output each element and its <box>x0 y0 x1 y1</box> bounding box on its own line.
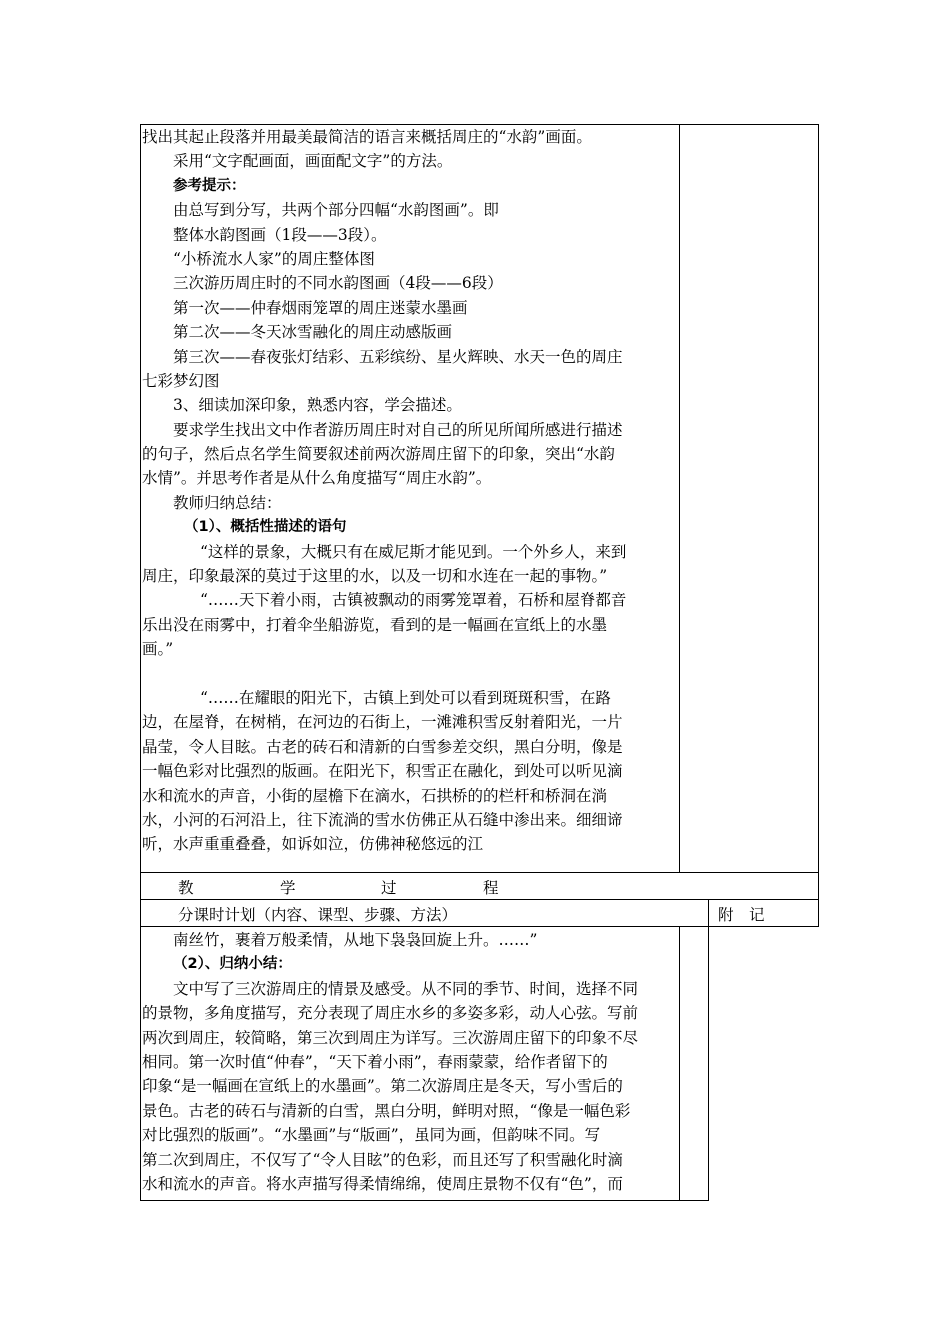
text-line: 采用“文字配画面，画面配文字”的方法。 <box>173 152 453 171</box>
text-line: 第三次——春夜张灯结彩、五彩缤纷、星火辉映、水天一色的周庄 <box>173 347 623 366</box>
text-line: 文中写了三次游周庄的情景及感受。从不同的季节、时间，选择不同 <box>173 979 639 998</box>
text-line: 画。” <box>142 640 174 659</box>
notes-header-label: 附 记 <box>718 906 765 924</box>
text-line: 整体水韵图画（1段——3段）。 <box>173 225 387 244</box>
bottom-table-divider <box>679 926 680 1201</box>
text-line: 3、细读加深印象，熟悉内容，学会描述。 <box>173 396 462 415</box>
text-line: 找出其起止段落并用最美最简洁的语言来概括周庄的“水韵”画面。 <box>142 128 592 146</box>
text-line: 第二次到周庄，不仅写了“令人目眩”的色彩，而且还写了积雪融化时滴 <box>142 1150 623 1169</box>
text-line <box>142 662 676 686</box>
text-line: （1）、概括性描述的语句 <box>184 519 347 536</box>
teaching-process-char-1: 教 <box>178 879 194 897</box>
text-line: “小桥流水人家”的周庄整体图 <box>173 249 375 268</box>
text-line: 水情”。并思考作者是从什么角度描写“周庄水韵”。 <box>142 469 492 488</box>
text-line: 第一次——仲春烟雨笼罩的周庄迷蒙水墨画 <box>173 298 468 317</box>
plan-header-divider <box>708 899 709 927</box>
text-line: 要求学生找出文中作者游历周庄时对自己的所见所闻所感进行描述 <box>173 420 623 439</box>
text-line: “……在耀眼的阳光下，古镇上到处可以看到斑斑积雪，在路 <box>200 688 611 707</box>
text-line: 的句子，然后点名学生简要叙述前两次游周庄留下的印象，突出“水韵 <box>142 445 615 464</box>
top-table-content-cell <box>142 125 676 857</box>
text-line: （2）、归纳小结： <box>173 956 292 973</box>
text-line: 乐出没在雨雾中，打着伞坐船游览，看到的是一幅画在宣纸上的水墨 <box>142 615 608 634</box>
text-line: 晶莹，令人目眩。古老的砖石和清新的白雪参差交织，黑白分明，像是 <box>142 737 623 756</box>
text-line: 印象“是一幅画在宣纸上的水墨画”。第二次游周庄是冬天，写小雪后的 <box>142 1077 623 1096</box>
text-line: 听，水声重重叠叠，如诉如泣，仿佛神秘悠远的江 <box>142 835 484 854</box>
teaching-process-char-3: 过 <box>381 879 397 897</box>
top-table-divider <box>679 124 680 873</box>
text-line: 三次游历周庄时的不同水韵图画（4段——6段） <box>173 274 503 293</box>
text-line: 水和流水的声音。将水声描写得柔情绵绵，使周庄景物不仅有“色”，而 <box>142 1174 623 1193</box>
text-line: 由总写到分写，共两个部分四幅“水韵图画”。即 <box>173 201 499 220</box>
text-line: 两次到周庄，较简略，第三次到周庄为详写。三次游周庄留下的印象不尽 <box>142 1028 639 1047</box>
text-line: 边，在屋脊，在树梢，在河边的石街上，一滩滩积雪反射着阳光，一片 <box>142 713 623 732</box>
text-line: “……天下着小雨，古镇被飘动的雨雾笼罩着，石桥和屋脊都音 <box>200 591 627 610</box>
plan-header-label: 分课时计划（内容、课型、步骤、方法） <box>178 906 458 924</box>
process-header-row <box>140 872 819 900</box>
text-line: 一幅色彩对比强烈的版画。在阳光下，积雪正在融化，到处可以听见滴 <box>142 762 623 781</box>
teaching-process-char-4: 程 <box>483 879 499 897</box>
text-line: 南丝竹，裹着万般柔情，从地下袅袅回旋上升。……” <box>173 931 538 949</box>
text-line: 周庄，印象最深的莫过于这里的水，以及一切和水连在一起的事物。” <box>142 567 608 586</box>
text-line: 对比强烈的版画”。“水墨画”与“版画”，虽同为画，但韵味不同。写 <box>142 1126 601 1145</box>
text-line: 景色。古老的砖石与清新的白雪，黑白分明，鲜明对照，“像是一幅色彩 <box>142 1101 631 1120</box>
text-line: 水，小河的石河沿上，往下流淌的雪水仿佛正从石缝中渗出来。细细谛 <box>142 810 623 829</box>
text-line: 水和流水的声音，小街的屋檐下在滴水，石拱桥的的栏杆和桥洞在淌 <box>142 786 608 805</box>
teaching-process-char-2: 学 <box>280 879 296 897</box>
text-line: 第二次——冬天冰雪融化的周庄动感版画 <box>173 323 453 342</box>
text-line: 教师归纳总结： <box>173 493 282 512</box>
bottom-table-content-cell <box>142 928 676 1196</box>
text-line: “这样的景象，大概只有在威尼斯才能见到。一个外乡人，来到 <box>200 542 627 561</box>
text-line: 参考提示： <box>173 177 246 194</box>
text-line: 七彩梦幻图 <box>142 371 220 390</box>
text-line: 的景物，多角度描写，充分表现了周庄水乡的多姿多彩，动人心弦。写前 <box>142 1004 639 1023</box>
text-line: 相同。第一次时值“仲春”，“天下着小雨”，春雨蒙蒙，给作者留下的 <box>142 1052 608 1071</box>
